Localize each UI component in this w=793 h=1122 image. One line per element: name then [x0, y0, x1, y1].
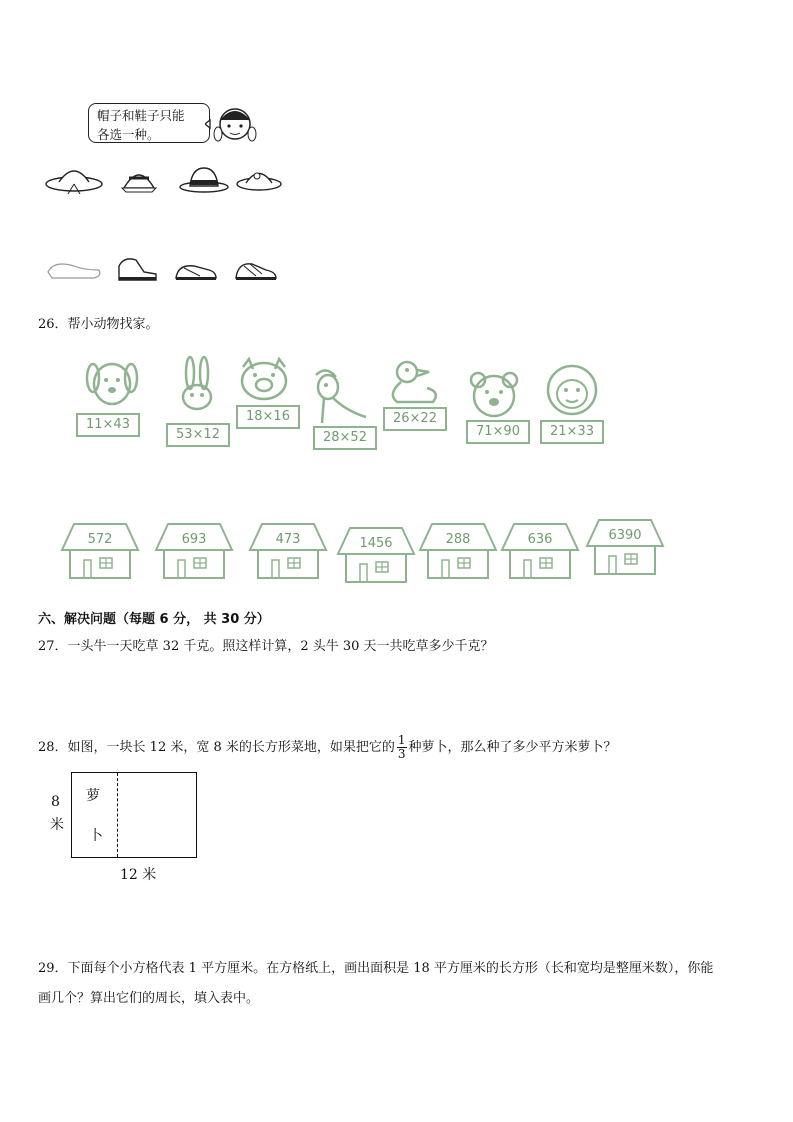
- rabbit-icon: [168, 355, 226, 425]
- bubble-line-1: 帽子和鞋子只能: [97, 108, 185, 123]
- fraction: [397, 734, 407, 761]
- dashed-divider: [117, 773, 118, 857]
- house-icon: [500, 520, 580, 580]
- flower-hat-icon: [237, 173, 281, 190]
- duck-icon: [383, 358, 445, 406]
- house-number: 636: [527, 532, 553, 547]
- q28-text-before: 28．如图，一块长 12 米，宽 8 米的长方形菜地，如果把它的: [38, 740, 395, 755]
- house: [60, 520, 140, 580]
- question-26: 26．帮小动物找家。: [38, 317, 159, 332]
- question-29-line-1: 29．下面每个小方格代表 1 平方厘米。在方格纸上，画出面积是 18 平方厘米的长方形（长和宽均是整厘米数），你能: [38, 961, 714, 976]
- sneaker-icon: [176, 266, 216, 280]
- slipper-icon: [48, 264, 100, 278]
- house-icon: [336, 524, 416, 584]
- fraction-numerator: 1: [397, 733, 406, 747]
- house-number: 1456: [359, 536, 393, 551]
- question-28: [38, 728, 617, 768]
- house-icon: [418, 520, 498, 580]
- q28-text-after: 种萝卜，那么种了多少平方米萝卜？: [408, 740, 617, 755]
- inner-label-1: 萝: [86, 788, 100, 804]
- monkey-icon: [540, 362, 604, 420]
- house-icon: [585, 516, 665, 576]
- house-number: 6390: [608, 528, 642, 543]
- dog-icon: [84, 358, 140, 413]
- hats-row: [44, 160, 284, 196]
- house-number: 473: [275, 532, 301, 547]
- animal-label: 28×52: [313, 426, 377, 450]
- question-27: 27．一头牛一天吃草 32 千克。照这样计算，2 头牛 30 天一共吃草多少千克？: [38, 639, 494, 654]
- length-label: 12 米: [120, 867, 157, 883]
- house: [248, 520, 328, 580]
- house: [585, 516, 665, 576]
- pig-icon: [235, 357, 293, 405]
- house-icon: [248, 520, 328, 580]
- goat-icon: [306, 365, 370, 427]
- animal-label: 18×16: [236, 405, 300, 429]
- house-icon: [154, 520, 234, 580]
- sports-shoe-icon: [236, 264, 276, 280]
- house: [336, 524, 416, 584]
- house-number: 693: [181, 532, 207, 547]
- section-title: 六、解决问题（每题 6 分， 共 30 分）: [38, 612, 270, 627]
- animal-label: 53×12: [166, 423, 230, 447]
- field-rectangle: [71, 772, 197, 858]
- house: [500, 520, 580, 580]
- animal-label: 71×90: [466, 420, 530, 444]
- boot-icon: [119, 259, 156, 280]
- question-29-line-2: 画几个？算出它们的周长，填入表中。: [38, 991, 260, 1006]
- house-number: 572: [87, 532, 113, 547]
- house: [154, 520, 234, 580]
- house-number: 288: [445, 532, 471, 547]
- animal-label: 21×33: [540, 420, 604, 444]
- speech-bubble: [88, 103, 210, 143]
- cap-icon: [122, 175, 156, 192]
- girl-icon: [205, 100, 265, 150]
- fraction-denominator: 3: [397, 747, 406, 761]
- bubble-line-2: 各选一种。: [97, 127, 160, 142]
- house: [418, 520, 498, 580]
- animal-label: 26×22: [383, 407, 447, 431]
- bear-icon: [468, 370, 520, 420]
- width-label-number: 8: [51, 794, 60, 810]
- fedora-icon: [180, 168, 228, 192]
- width-label-unit: 米: [50, 817, 64, 833]
- sun-hat-icon: [46, 171, 102, 194]
- inner-label-2: 卜: [89, 828, 103, 844]
- animal-label: 11×43: [76, 413, 140, 437]
- shoes-row: [44, 248, 284, 284]
- house-icon: [60, 520, 140, 580]
